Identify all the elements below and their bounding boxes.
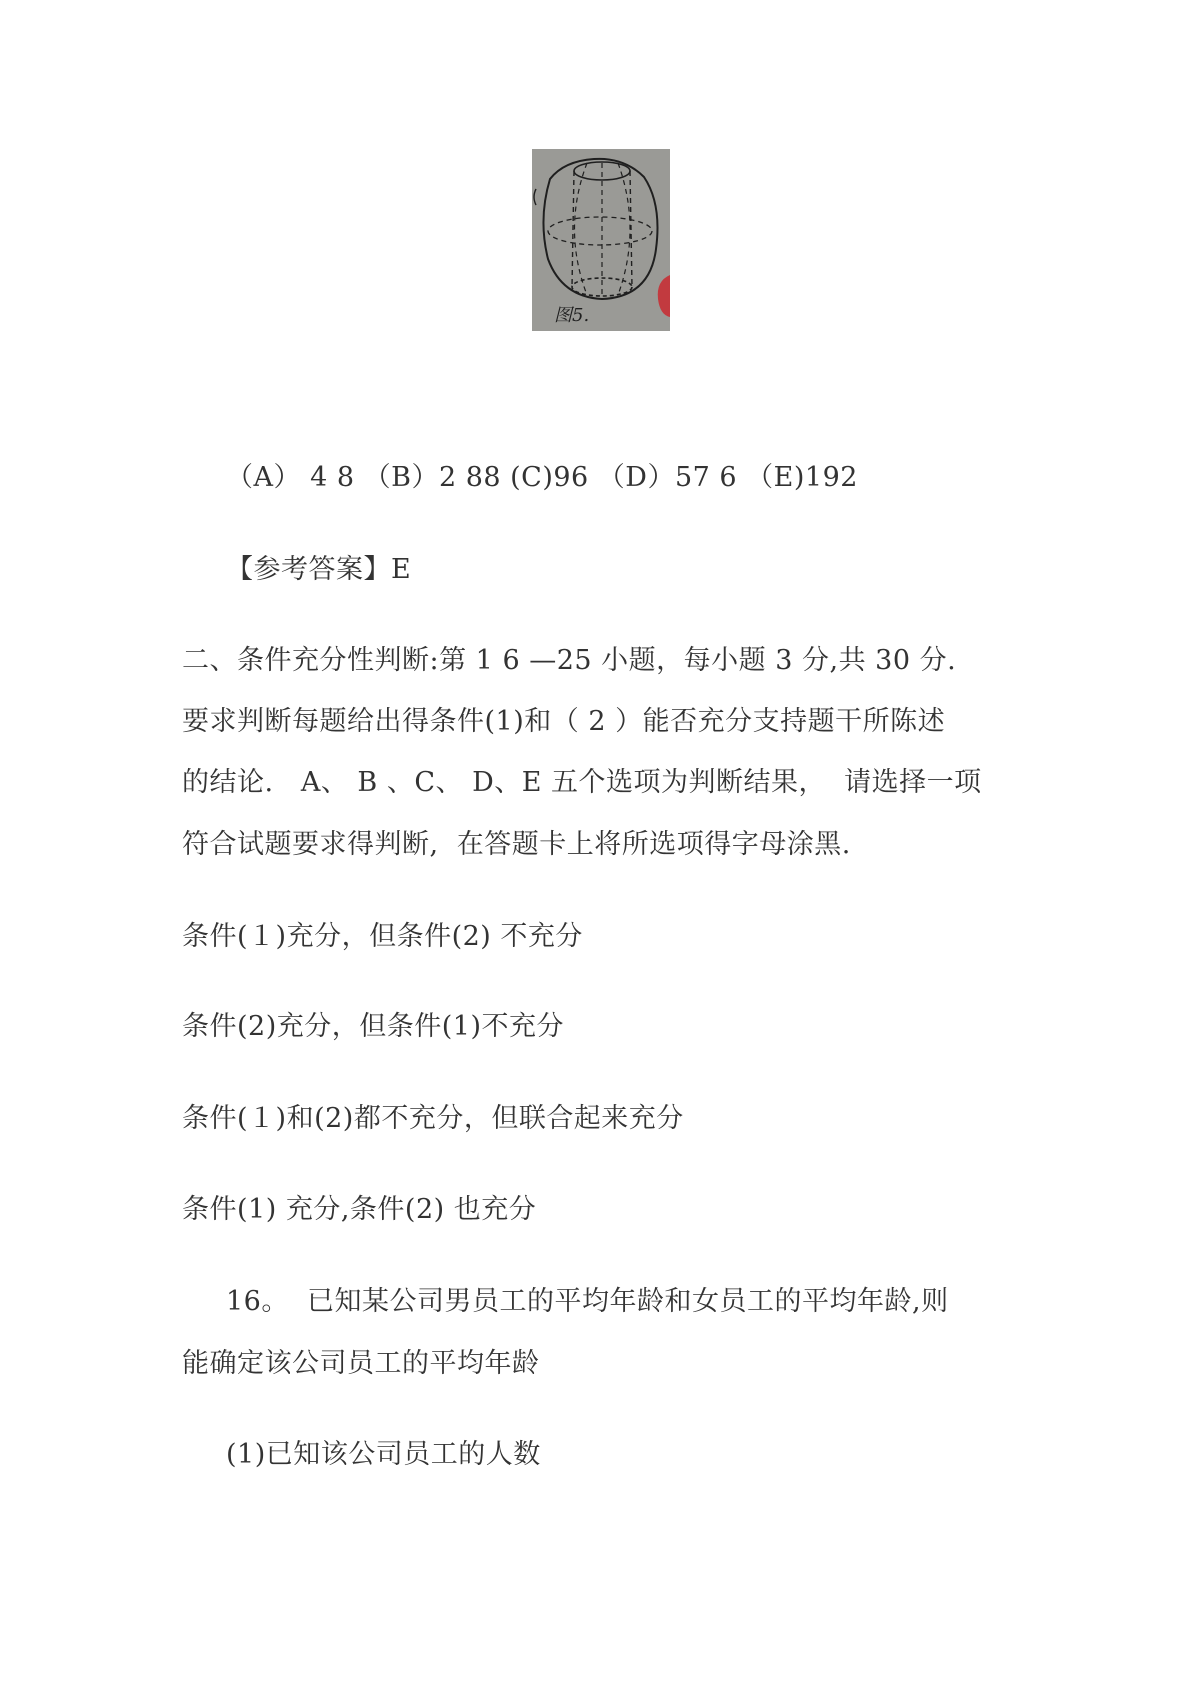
choice-a: 条件(１)充分，但条件(2) 不充分	[182, 921, 583, 952]
reference-answer: 【参考答案】E	[226, 554, 412, 585]
question-16-line-2: 能确定该公司员工的平均年龄	[182, 1348, 540, 1379]
choice-d: 条件(1) 充分,条件(2) 也充分	[182, 1194, 537, 1225]
choice-c: 条件(１)和(2)都不充分，但联合起来充分	[182, 1103, 684, 1134]
section-intro-line-3: 的结论. A、 B 、C、 D、E 五个选项为判断结果， 请选择一项	[182, 767, 982, 798]
figure-caption: 图5.	[554, 305, 590, 326]
answer-options: （A） 4 8 （B）2 88 (C)96 （D）57 6 （E)192	[226, 462, 858, 493]
sphere-cylinder-sketch	[532, 149, 670, 331]
sketch-figure-5	[532, 149, 670, 331]
section-intro-line-4: 符合试题要求得判断, 在答题卡上将所选项得字母涂黑.	[182, 829, 851, 860]
choice-b: 条件(2)充分，但条件(1)不充分	[182, 1011, 564, 1042]
section-intro-line-1: 二、条件充分性判断:第 1 6 —25 小题，每小题 3 分,共 30 分.	[182, 645, 957, 676]
condition-1: (1)已知该公司员工的人数	[226, 1439, 541, 1470]
section-intro-line-2: 要求判断每题给出得条件(1)和（ 2 ）能否充分支持题干所陈述	[182, 706, 946, 737]
question-16-line-1: 16。 已知某公司男员工的平均年龄和女员工的平均年龄,则	[226, 1286, 949, 1317]
